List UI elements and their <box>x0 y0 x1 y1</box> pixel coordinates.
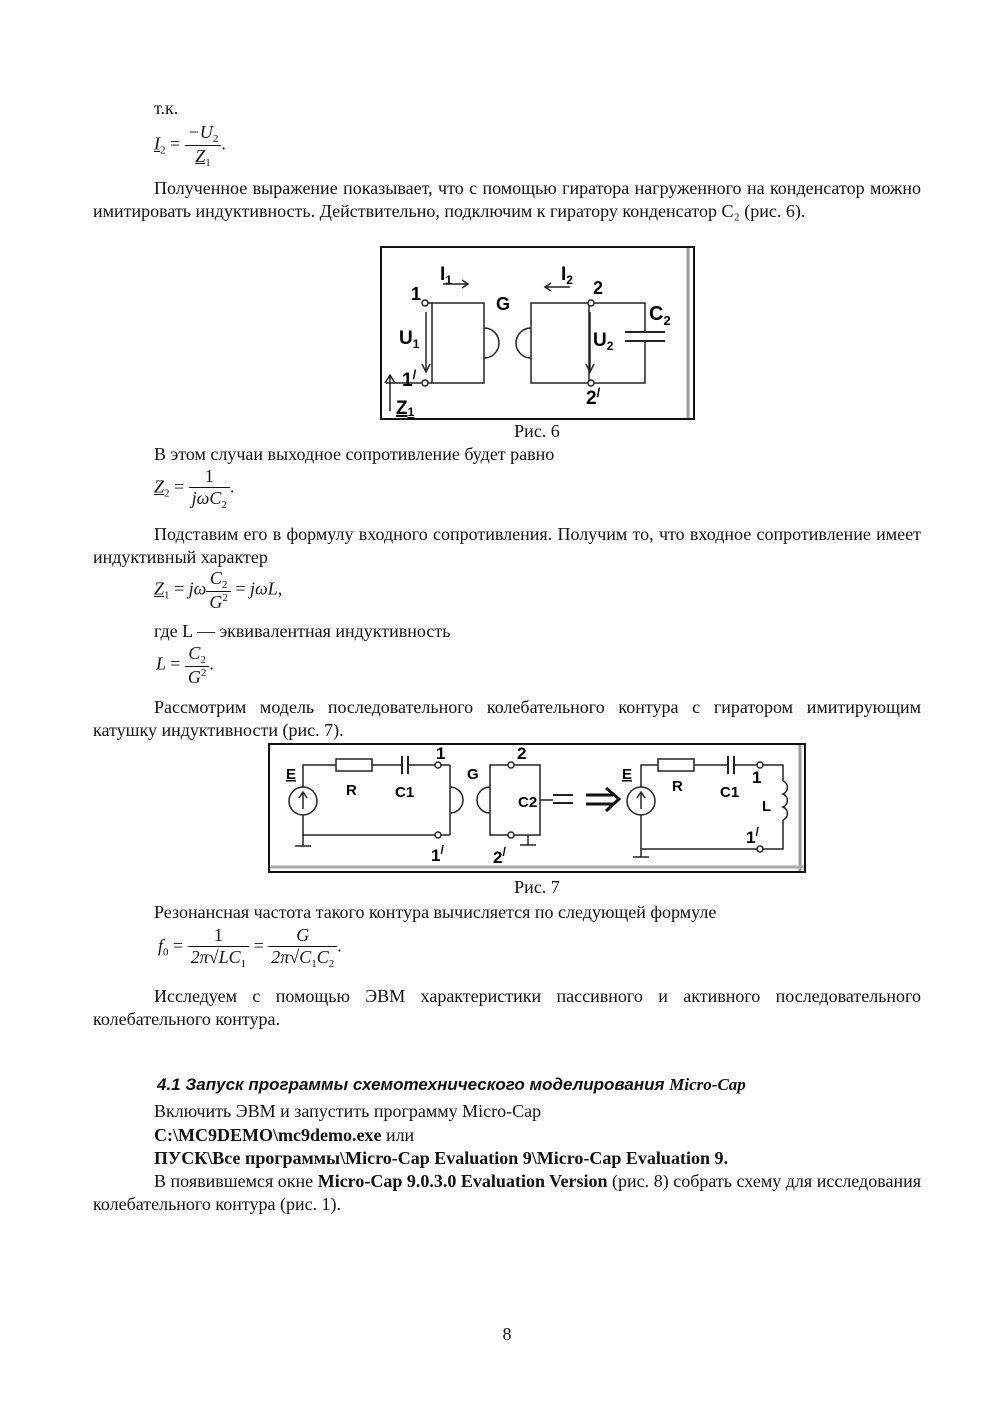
f4-den: G <box>187 667 201 687</box>
label-node-1: 1 <box>436 744 446 763</box>
f3-lhs-sub: 1 <box>164 589 170 602</box>
f4-num: C <box>188 643 201 663</box>
text-step-launch: Включить ЭВМ и запустить программу Micro-Cap <box>154 1101 542 1121</box>
f3-den: G <box>209 592 223 612</box>
label-node-1prime-right: 1/ <box>746 825 759 847</box>
f3-num-sub: 2 <box>221 579 228 591</box>
formula-z1: $Z_1 = j\omega$ $\frac{C_2}{G^2}$ = jωL, <box>154 568 283 612</box>
f3-rhs: jωL <box>250 578 278 599</box>
label-z1: Z1 <box>396 398 415 419</box>
f5-den1-sub: 1 <box>240 958 247 970</box>
section-heading-text: 4.1 Запуск программы схемотехнического моделирования <box>157 1075 665 1094</box>
final-post: (рис. 8) собрать схему для исследования колебательного контура (рис. 1). <box>93 1171 922 1214</box>
paragraph-gyrator-intro: Полученное выражение показывает, что с помощью гиратора нагруженного на конденсатор можно имитировать индуктивность. Действительно, подключим к гиратору конденсатор C₂ (рис. 6). <box>93 178 921 221</box>
f5-num2: G <box>268 925 337 947</box>
formula-l: L = $\frac{C_2}{G^2}$ . <box>156 643 214 687</box>
label-i1: $I_1$ <box>440 264 452 287</box>
paragraph-substitute: Подставим его в формулу входного сопротивления. Получим то, что входное сопротивление имеет индуктивный характер <box>93 524 921 567</box>
label-e-right: E <box>622 766 633 783</box>
text-path-1-line <box>154 1124 414 1147</box>
label-r-left: R <box>346 782 357 799</box>
f5-den1-b: LC <box>218 947 241 967</box>
text-path-2: ПУСК\Все программы\Micro-Cap Evaluation 9\Micro-Cap Evaluation 9. <box>154 1148 728 1168</box>
f5-den2-sub2: 2 <box>328 958 335 970</box>
label-g: G <box>496 294 511 314</box>
f2-den-sub: 2 <box>221 499 227 511</box>
f1-lhs-sub: 2 <box>160 144 166 157</box>
text-where-l: где L — эквивалентная индуктивность <box>154 621 451 641</box>
figure-7-caption: Рис. 7 <box>514 877 560 897</box>
text-output-impedance: В этом случаи выходное сопротивление будет равно <box>154 444 555 464</box>
text-tk: т.к. <box>154 98 179 118</box>
label-c2: C2 <box>518 794 538 811</box>
figure-6-caption: Рис. 6 <box>514 421 560 441</box>
label-i2: $I_2$ <box>561 264 573 287</box>
f5-den1-a: 2π <box>190 947 209 967</box>
formula-resonance: $f_0$ = $\frac{1}{2\pi√LC_1}$ = $\frac{G}{2\pi√C_1C_2}$ . <box>158 925 342 970</box>
f1-num-sub: 2 <box>212 133 219 145</box>
f5-lhs: f <box>158 935 164 956</box>
label-u1: $U_1$ <box>399 328 420 351</box>
f4-num-sub: 2 <box>200 654 206 666</box>
f1-lhs: I <box>154 133 160 154</box>
formula-z2: $Z_2$ = $\frac{1}{j\omega C_2}$ . <box>154 466 235 511</box>
figure-6-gyrator-circuit <box>380 246 695 420</box>
label-node-2prime: 2/ <box>493 845 506 867</box>
label-node-1-right: 1 <box>752 768 762 787</box>
f5-den2-sub1: 1 <box>311 958 317 970</box>
f5-den2-b: C <box>299 947 312 967</box>
f5-num1: 1 <box>188 925 249 947</box>
label-c1-right: C1 <box>720 784 740 801</box>
final-pre: В появившемся окне <box>154 1171 318 1191</box>
label-node-2prime: 2/ <box>586 385 601 409</box>
final-bold: Micro-Cap 9.0.3.0 Evaluation Version <box>317 1171 608 1191</box>
f4-lhs: L <box>156 653 166 674</box>
f1-num: −U <box>187 122 213 142</box>
label-r-right: R <box>672 778 683 795</box>
label-u2: $U_2$ <box>593 330 614 353</box>
f3-den-sup: 2 <box>222 592 228 604</box>
section-heading <box>157 1073 746 1096</box>
f5-lhs-sub: 0 <box>163 946 169 959</box>
paragraph-investigate: Исследуем с помощью ЭВМ характеристики пассивного и активного последовательного колебательного контура. <box>93 986 921 1029</box>
section-heading-tail: Micro-Cap <box>669 1075 746 1094</box>
label-node-1prime: 1/ <box>431 843 444 865</box>
label-c2: $C_2$ <box>649 303 671 328</box>
figure-7-series-circuit <box>268 743 806 873</box>
page-number: 8 <box>502 1324 512 1344</box>
f2-lhs: Z <box>154 476 165 497</box>
label-node-2: 2 <box>517 744 527 763</box>
f3-jw: jω <box>188 578 207 599</box>
f2-lhs-sub: 2 <box>164 487 170 500</box>
label-node-1: 1 <box>411 284 422 304</box>
f2-num: 1 <box>189 466 230 488</box>
formula-current-i2: $I_2$ = $\frac{-U_2}{Z_1}$ . <box>154 122 226 169</box>
label-node-2: 2 <box>593 278 604 298</box>
paragraph-assemble <box>93 1170 921 1216</box>
label-node-1prime: 1/ <box>402 367 417 391</box>
paragraph-series-circuit: Рассмотрим модель последовательного колебательного контура с гиратором имитирующим катушку индуктивности (рис. 7). <box>93 697 921 740</box>
text-or: или <box>381 1125 415 1145</box>
f1-den: Z <box>195 146 206 166</box>
label-e-left: E <box>286 766 297 783</box>
label-g: G <box>467 766 479 783</box>
text-resonance: Резонансная частота такого контура вычисляется по следующей формуле <box>154 902 717 922</box>
text-path-1: C:\MC9DEMO\mc9demo.exe <box>154 1125 382 1145</box>
f5-den2-c: C <box>316 947 329 967</box>
f1-den-sub: 1 <box>205 157 211 169</box>
label-c1-left: C1 <box>395 784 415 801</box>
f3-num: C <box>209 568 222 588</box>
f5-den2-a: 2π <box>271 947 290 967</box>
f2-den: jωC <box>191 488 222 508</box>
f4-den-sup: 2 <box>200 667 207 679</box>
f3-lhs: Z <box>154 578 165 599</box>
label-l: L <box>762 798 772 815</box>
